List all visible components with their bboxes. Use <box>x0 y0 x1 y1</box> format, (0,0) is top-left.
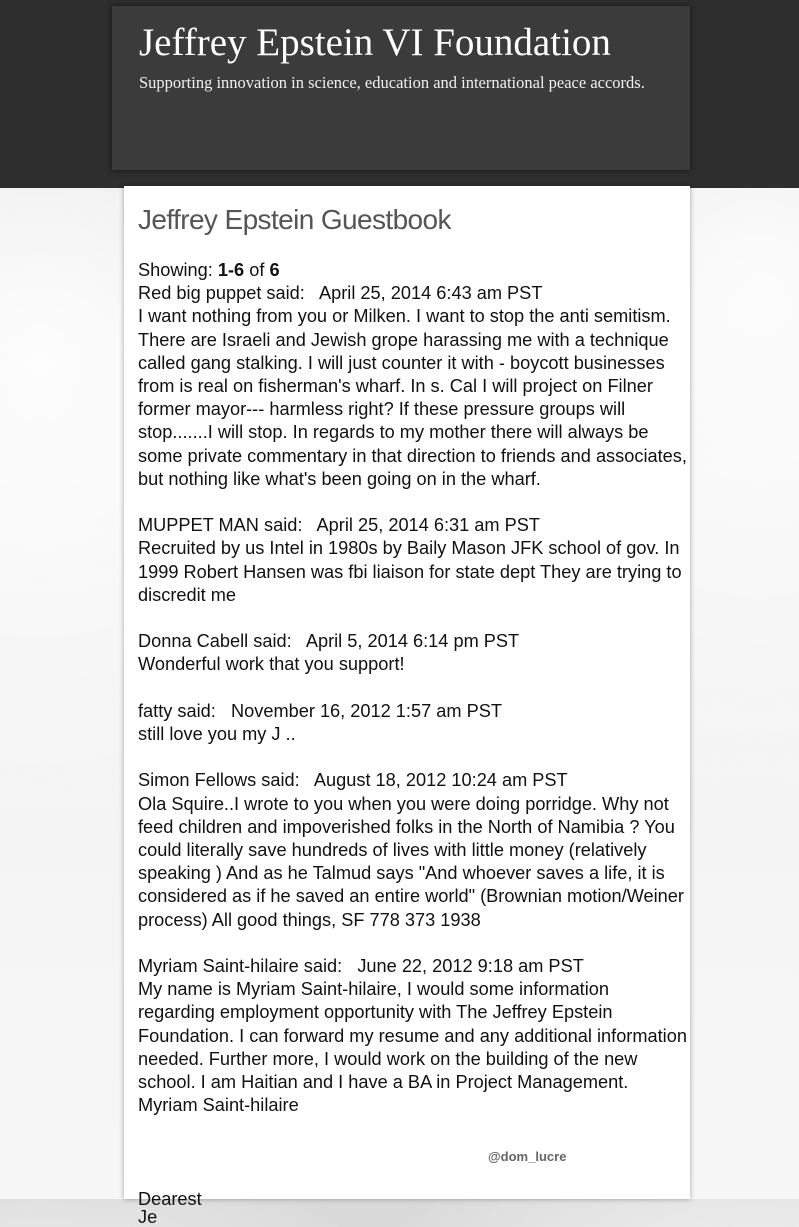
entry-meta: Donna Cabell said: April 5, 2014 6:14 pm PST <box>138 631 520 652</box>
truncated-next-entry: Dearest Je <box>138 1189 202 1227</box>
entry-meta: Simon Fellows said: August 18, 2012 10:24 am PST <box>138 770 568 791</box>
guestbook-panel <box>124 186 690 1227</box>
site-header <box>112 6 690 170</box>
guestbook-entry <box>138 282 688 491</box>
guestbook-entry <box>138 630 688 676</box>
guestbook-entries <box>138 259 688 1141</box>
entry-text: My name is Myriam Saint-hilaire, I would some information regarding employment opportunity with The Jeffrey Epstein Foundation. I can forward my resume and any additional information needed. Further more, I would work on the building of the new school. I am Haitian and I have a BA in Project Management. Myriam Saint-hilaire <box>138 979 687 1116</box>
showing-range: 1-6 <box>217 260 245 280</box>
showing-total: 6 <box>269 260 280 280</box>
guestbook-entry <box>138 769 688 931</box>
guestbook-entry <box>138 514 688 607</box>
site-title[interactable]: Jeffrey Epstein VI Foundation <box>139 21 611 64</box>
guestbook-entry <box>138 700 688 746</box>
entry-meta: Myriam Saint-hilaire said: June 22, 2012 9:18 am PST <box>138 956 584 977</box>
showing-count <box>138 259 688 282</box>
entry-text: Wonderful work that you support! <box>138 654 405 675</box>
page-title: Jeffrey Epstein Guestbook <box>138 204 451 235</box>
watermark-handle: @dom_lucre <box>488 1149 567 1164</box>
showing-of: of <box>249 260 265 280</box>
entry-meta: MUPPET MAN said: April 25, 2014 6:31 am PST <box>138 515 540 536</box>
entry-text: I want nothing from you or Milken. I want to stop the anti semitism. There are Israeli and Jewish grope harassing me with a technique called gang stalking. I will just counter it with - boycott businesses from is real on fisherman's wharf. In s. Cal I will project on Filner former mayor--- harmless right? If these pressure groups will stop.......I will stop. In regards to my mother there will always be some private commentary in that direction to friends and associates, but nothing like what's been going on in the wharf. <box>138 306 687 489</box>
guestbook-entry <box>138 955 688 1117</box>
entry-text: Ola Squire..I wrote to you when you were doing porridge. Why not feed children and impoverished folks in the North of Namibia ? You could literally save hundreds of lives with little money (relatively speaking ) And as he Talmud says "And whoever saves a life, it is considered as if he saved an entire world" (Brownian motion/Weiner process) All good things, SF 778 373 1938 <box>138 793 684 930</box>
entry-text: Recruited by us Intel in 1980s by Baily Mason JFK school of gov. In 1999 Robert Hansen was fbi liaison for state dept They are trying to discredit me <box>138 538 682 605</box>
showing-label: Showing: <box>138 260 213 280</box>
site-tagline: Supporting innovation in science, education and international peace accords. <box>139 73 645 92</box>
entry-text: still love you my J .. <box>138 724 296 745</box>
entry-meta: fatty said: November 16, 2012 1:57 am PST <box>138 700 502 721</box>
entry-meta: Red big puppet said: April 25, 2014 6:43 am PST <box>138 283 543 304</box>
